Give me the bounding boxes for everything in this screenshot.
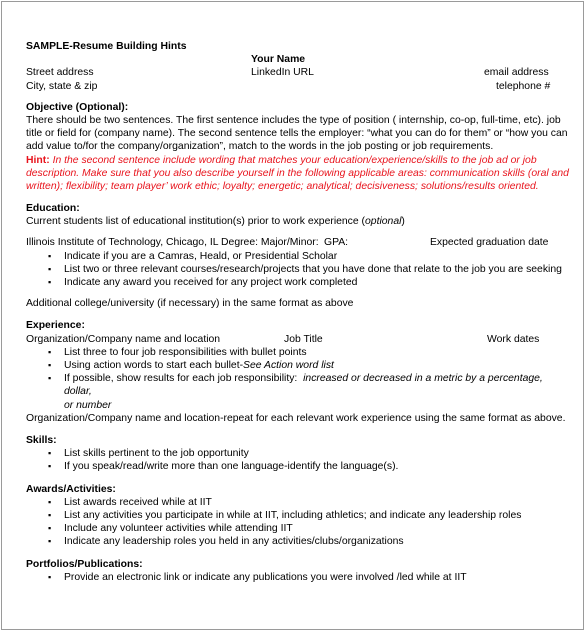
header-row-2 [26, 80, 563, 93]
action-word-list: See Action word list [243, 360, 334, 371]
bullet-text: Using action words to start each bullet- [64, 360, 244, 371]
resume-page [1, 1, 584, 630]
list-item: ▪ List any activities you participate in while at IIT, including athletics; and indicate any leadership roles [48, 509, 563, 522]
objective-line: add value to/for the company/organization”, match to the words in the job posting or job requirements. [26, 141, 494, 153]
objective-heading: Objective (Optional): [26, 101, 129, 113]
email-address: email address [484, 67, 549, 79]
list-item: ▪ Indicate any leadership roles you held in any activities/clubs/organizations [48, 535, 563, 548]
list-item: ▪ Indicate any award you received for any project work completed [48, 276, 563, 289]
list-item [48, 372, 563, 398]
awards-bullets [26, 496, 563, 549]
gpa: GPA: [324, 237, 349, 249]
education-intro-end: ) [401, 216, 405, 228]
hint-line: written); flexibility; team player’ work ethic; loyalty; energetic; analytical; decisiveness; solutions/results oriented. [26, 180, 539, 192]
bullet-text: If possible, show results for each job responsibility: [64, 373, 298, 385]
objective-line: There should be two sentences. The first sentence includes the type of position ( internship, co-op, full-time, etc). job [26, 114, 561, 126]
work-dates: Work dates [487, 333, 540, 345]
education-additional: Additional college/university (if necessary) in the same format as above [26, 298, 354, 310]
portfolios-heading: Portfolios/Publications: [26, 558, 143, 570]
hint-line: description. Make sure that you also describe yourself in the following applicable areas: communication skills (oral and [26, 167, 569, 179]
list-item: ▪ Provide an electronic link or indicate any publications you were involved /led while at IIT [48, 571, 563, 584]
list-item: ▪ List awards received while at IIT [48, 496, 563, 509]
experience-repeat: Organization/Company name and location-repeat for each relevant work experience using the same format as above. [26, 412, 566, 424]
objective-line: title or field for (company name). The second sentence tells the employer: “what you can do for them” or “how you can [26, 128, 568, 140]
list-item: ▪ List skills pertinent to the job opportunity [48, 447, 563, 460]
list-item: ▪ If you speak/read/write more than one language-identify the language(s). [48, 460, 563, 473]
graduation-date: Expected graduation date [430, 237, 549, 249]
hint-line [26, 154, 563, 167]
education-intro-optional: optional [365, 216, 402, 228]
experience-heading: Experience: [26, 320, 85, 332]
bullet-continuation: or number [64, 399, 112, 411]
your-name: Your Name [251, 54, 306, 66]
experience-bullets [26, 346, 563, 399]
hint-text: In the second sentence include wording that matches your education/experience/skills to the job ad or job [52, 154, 537, 166]
experience-org-row [26, 333, 563, 346]
education-heading: Education: [26, 203, 80, 215]
portfolios-bullets [26, 571, 563, 584]
org-name-location: Organization/Company name and location [26, 333, 221, 345]
list-item [48, 359, 563, 372]
list-item: ▪ List three to four job responsibilities with bullet points [48, 346, 563, 359]
bullet-italic-text: increased or decreased in a metric by a percentage, dollar, [64, 373, 543, 398]
telephone: telephone # [496, 80, 551, 92]
job-title: Job Title [284, 333, 323, 345]
education-school-row [26, 236, 563, 249]
education-intro-text: Current students list of educational institution(s) prior to work experience ( [26, 216, 366, 228]
education-bullets [26, 250, 563, 290]
hint-label: Hint: [26, 154, 50, 166]
header-name-row [26, 53, 563, 66]
school-degree: Illinois Institute of Technology, Chicago, IL Degree: Major/Minor: [26, 237, 319, 249]
list-item: ▪ List two or three relevant courses/research/projects that you have done that relate to the job you are seeking [48, 263, 563, 276]
list-item: ▪ Indicate if you are a Camras, Heald, or Presidential Scholar [48, 250, 563, 263]
linkedin-url: LinkedIn URL [251, 67, 314, 79]
document-title: SAMPLE-Resume Building Hints [26, 41, 187, 52]
skills-heading: Skills: [26, 434, 57, 446]
city-state-zip: City, state & zip [26, 80, 98, 92]
list-item: ▪ Include any volunteer activities while attending IIT [48, 522, 563, 535]
header-row-1 [26, 66, 563, 79]
awards-heading: Awards/Activities: [26, 483, 116, 495]
skills-bullets [26, 447, 563, 473]
education-intro [26, 215, 563, 228]
street-address: Street address [26, 67, 94, 79]
